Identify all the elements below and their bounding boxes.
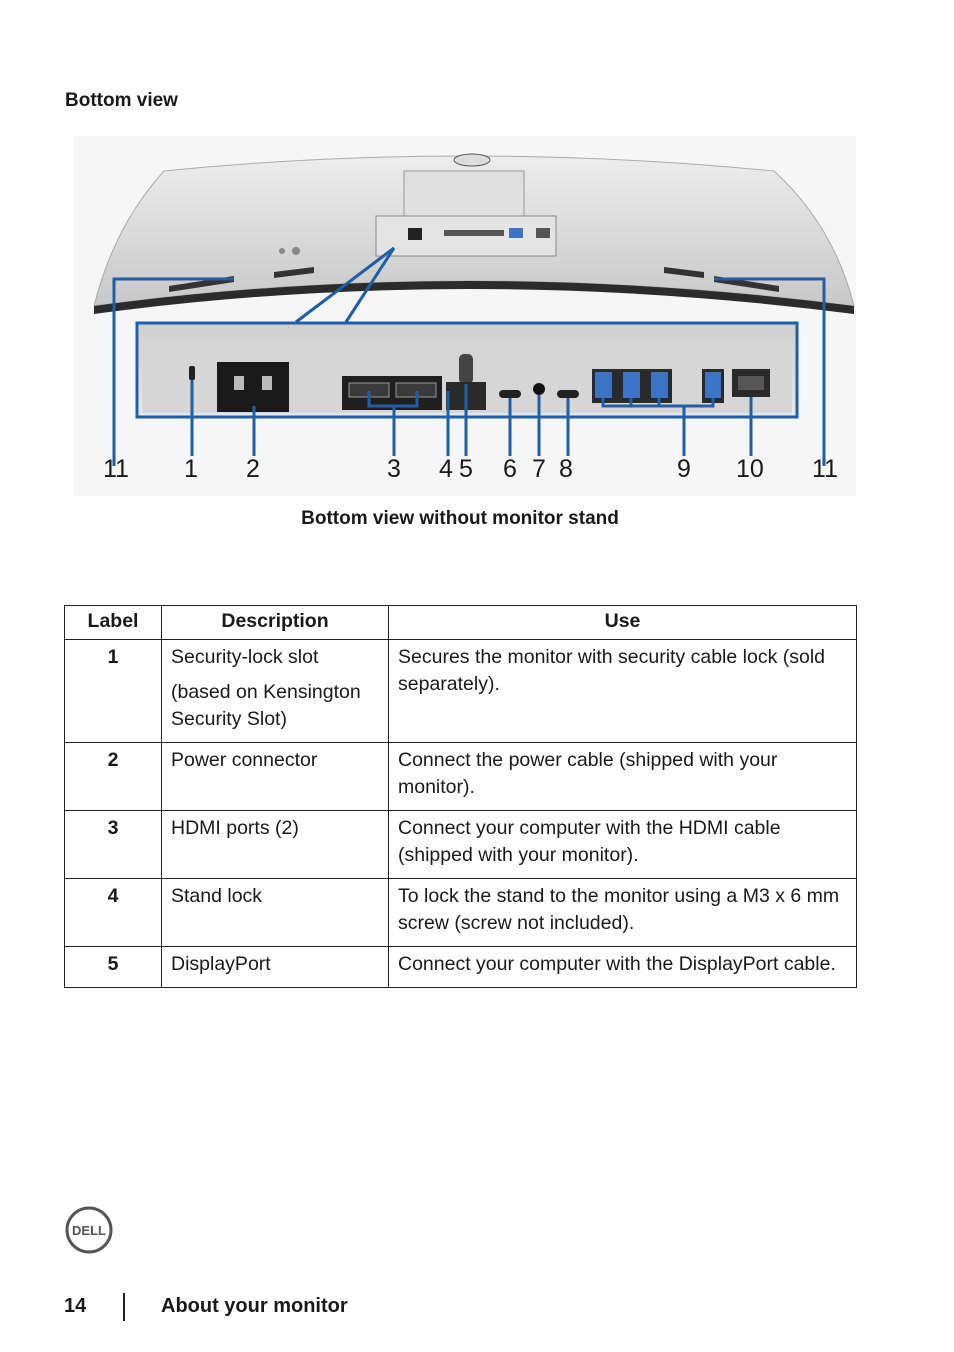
row-description: HDMI ports (2)	[162, 811, 389, 879]
page-number: 14	[64, 1295, 87, 1317]
column-header-use: Use	[389, 606, 857, 640]
callout-number: 4	[439, 455, 453, 483]
callout-number: 9	[677, 455, 691, 483]
monitor-bottom-illustration	[74, 136, 856, 496]
dell-logo-icon	[64, 1205, 114, 1255]
description-note: (based on Kensington Security Slot)	[171, 681, 361, 730]
table-row	[65, 640, 857, 743]
dell-logo	[64, 1205, 114, 1260]
row-use: Connect your computer with the DisplayPort cable.	[389, 947, 857, 988]
table-row	[65, 879, 857, 947]
column-header-label: Label	[65, 606, 162, 640]
table-row	[65, 947, 857, 988]
column-header-description: Description	[162, 606, 389, 640]
callout-number: 1	[184, 455, 198, 483]
callout-number: 11	[812, 455, 838, 483]
row-label: 1	[65, 640, 162, 743]
section-heading: Bottom view	[65, 90, 178, 111]
row-use: Connect your computer with the HDMI cable (shipped with your monitor).	[389, 811, 857, 879]
callout-number: 8	[559, 455, 573, 483]
svg-text:DELL: DELL	[72, 1223, 106, 1238]
row-use: Connect the power cable (shipped with your monitor).	[389, 743, 857, 811]
footer-section-title: About your monitor	[161, 1295, 348, 1317]
callout-number: 3	[387, 455, 401, 483]
port-description-table	[64, 605, 857, 988]
row-description: Stand lock	[162, 879, 389, 947]
callout-number: 6	[503, 455, 517, 483]
callout-number: 5	[459, 455, 473, 483]
bottom-view-figure	[74, 136, 856, 496]
table-header-row	[65, 606, 857, 640]
row-label: 5	[65, 947, 162, 988]
callout-number: 7	[532, 455, 546, 483]
row-label: 3	[65, 811, 162, 879]
row-description: Power connector	[162, 743, 389, 811]
row-description: DisplayPort	[162, 947, 389, 988]
row-use: To lock the stand to the monitor using a M3 x 6 mm screw (screw not included).	[389, 879, 857, 947]
callout-number: 10	[736, 455, 764, 483]
callout-number: 11	[103, 455, 129, 483]
row-label: 4	[65, 879, 162, 947]
footer-divider	[123, 1293, 125, 1321]
callout-number: 2	[246, 455, 260, 483]
row-description	[162, 640, 389, 743]
figure-caption: Bottom view without monitor stand	[301, 508, 619, 529]
row-label: 2	[65, 743, 162, 811]
row-use: Secures the monitor with security cable lock (sold separately).	[389, 640, 857, 743]
table-row	[65, 811, 857, 879]
table-row	[65, 743, 857, 811]
description-text: Security-lock slot	[171, 646, 319, 668]
